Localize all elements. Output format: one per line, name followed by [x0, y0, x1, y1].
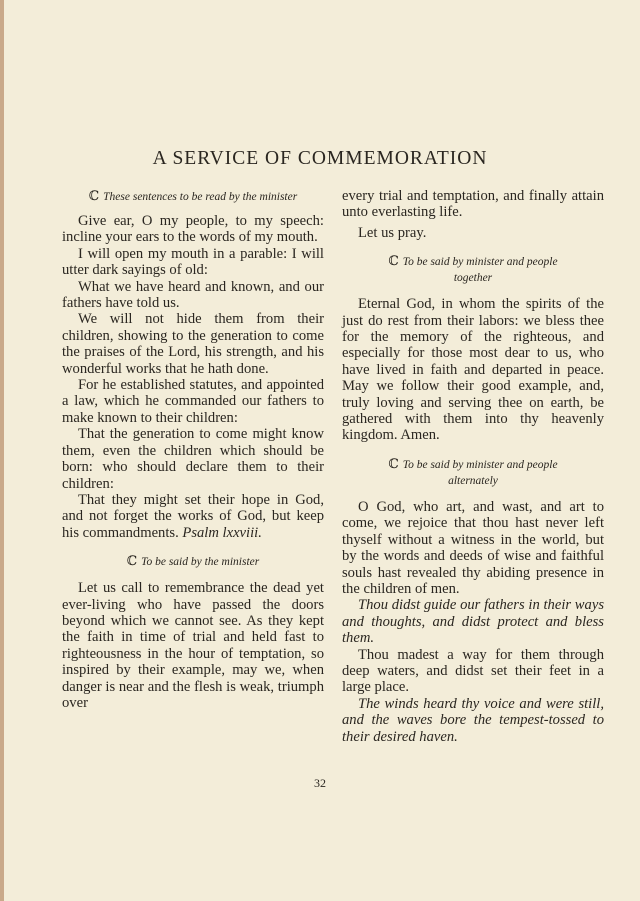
responsive-reading: Thou didst guide our fathers in their ways and thoughts, and didst protect and bless them.	[342, 597, 604, 647]
psalm-verse: I will open my mouth in a parable: I will utter dark sayings of old:	[62, 245, 324, 279]
psalm-verse: For he established statutes, and appointed a law, which he commanded our fathers to make known to their children:	[62, 377, 324, 426]
rubric-mark-icon: ℂ	[126, 553, 138, 569]
right-column	[342, 188, 604, 745]
psalm-reference: Psalm lxxviii.	[182, 524, 262, 541]
rubric-text: These sentences to be read by the minister	[103, 191, 298, 203]
page-title: A SERVICE OF COMMEMORATION	[152, 148, 488, 169]
responsive-reading: O God, who art, and wast, and art to come, we rejoice that thou hast never left thyself without a witness in the world, but by the words and deeds of wise and faithful souls hast revealed thy abiding presence in the children of men.	[342, 498, 604, 597]
rubric-mark-icon: ℂ	[388, 455, 399, 471]
left-column	[62, 188, 324, 711]
rubric-together: ℂ To be said by minister and people together	[388, 253, 558, 285]
page-number: 32	[314, 776, 326, 790]
let-us-pray: Let us pray.	[358, 224, 427, 241]
responsive-reading: Thou madest a way for them through deep waters, and didst set their feet in a large place.	[342, 646, 604, 696]
rubric-minister-sentences	[62, 188, 324, 205]
page-edge	[0, 0, 4, 901]
rubric-mark-icon: ℂ	[88, 188, 100, 203]
psalm-verse: We will not hide them from their children, showing to the generation to come the praises of the Lord, his strength, and his wonderful works that he hath done.	[62, 311, 324, 377]
prayer: Eternal God, in whom the spirits of the just do rest from their labors: we bless thee for the memory of the righteous, and especially for those most dear to us, who have lived in faith and departed in peace. May we follow their good example, and, truly loving and serving thee on earth, be gathered with them into thy heavenly kingdom. Amen.	[342, 296, 604, 444]
call-continuation: every trial and temptation, and finally attain unto everlasting life.	[342, 188, 604, 221]
call-to-remembrance: Let us call to remembrance the dead yet ever-living who have passed the doors beyond which we cannot see. As they kept the faith in time of trial and held fast to righteousness in the hour of temptation, so inspired by their example, may we, when danger is near and the flesh is weak, triumph over	[62, 580, 324, 711]
psalm-verse: What we have heard and known, and our fathers have told us.	[62, 278, 324, 312]
responsive-reading: The winds heard thy voice and were still, and the waves bore the tempest-tossed to their desired haven.	[342, 695, 604, 745]
psalm-verse: Give ear, O my people, to my speech: incline your ears to the words of my mouth.	[62, 213, 324, 246]
psalm-verse-last: That they might set their hope in God, and not forget the works of God, but keep his commandments. Psalm lxxviii.	[62, 491, 324, 541]
rubric-alternately: ℂ To be said by minister and people alternately	[388, 455, 558, 487]
rubric-minister: ℂ To be said by the minister	[126, 553, 260, 569]
psalm-verse: That the generation to come might know them, even the children which should be born: who should declare them to their children:	[62, 426, 324, 492]
rubric-mark-icon: ℂ	[388, 253, 399, 269]
